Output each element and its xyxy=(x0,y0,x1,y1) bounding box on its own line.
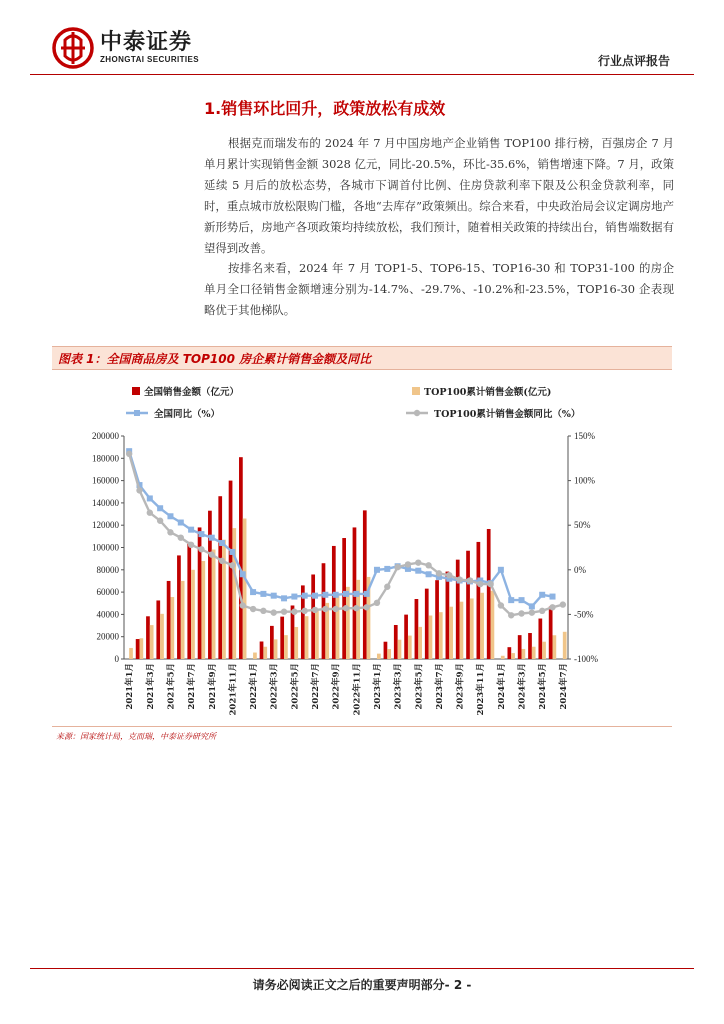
point-national-yoy xyxy=(322,592,328,598)
y-left-tick-label: 0 xyxy=(114,654,119,664)
bar-top100-sales xyxy=(522,649,526,659)
body-paragraph-2: 按排名来看，2024 年 7 月 TOP1-5、TOP6-15、TOP16-30 和 TOP31-100 的房企单月全口径销售金额增速分别为-14.7%、-29.7%、-10.2%和-23.5%，TOP16-30 企表现略优于其他梯队。 xyxy=(204,261,674,317)
point-national-yoy xyxy=(291,594,297,600)
bar-national-sales xyxy=(487,529,491,659)
point-national-yoy xyxy=(384,566,390,572)
bar-national-sales xyxy=(311,574,315,659)
point-national-yoy xyxy=(374,567,380,573)
point-top100-yoy xyxy=(529,609,535,615)
bar-national-sales xyxy=(507,647,511,659)
point-top100-yoy xyxy=(291,609,297,615)
point-national-yoy xyxy=(426,571,432,577)
bar-national-sales xyxy=(229,481,233,659)
bar-national-sales xyxy=(239,457,243,659)
bar-top100-sales xyxy=(212,550,216,659)
bar-top100-sales xyxy=(387,649,391,659)
x-tick-label: 2021年11月 xyxy=(228,663,239,716)
bar-top100-sales xyxy=(377,654,381,659)
point-top100-yoy xyxy=(240,602,246,608)
x-tick-label: 2021年3月 xyxy=(145,663,156,710)
point-top100-yoy xyxy=(477,581,483,587)
bar-top100-sales xyxy=(532,647,536,659)
y-left-tick-label: 60000 xyxy=(96,587,119,598)
point-top100-yoy xyxy=(456,576,462,582)
footer xyxy=(0,976,724,993)
bar-national-sales xyxy=(280,617,284,659)
x-tick-label: 2022年11月 xyxy=(352,663,363,716)
bar-top100-sales xyxy=(501,656,505,659)
bar-national-sales xyxy=(363,510,367,659)
x-tick-label: 2024年5月 xyxy=(538,663,549,710)
x-tick-label: 2021年9月 xyxy=(207,663,218,710)
bar-top100-sales xyxy=(284,635,288,659)
bar-national-sales xyxy=(218,496,222,659)
point-national-yoy xyxy=(529,603,535,609)
bar-national-sales xyxy=(187,542,191,659)
bar-top100-sales xyxy=(243,519,247,659)
point-top100-yoy xyxy=(250,606,256,612)
point-top100-yoy xyxy=(188,542,194,548)
bar-national-sales xyxy=(415,599,419,659)
bar-national-sales xyxy=(208,511,212,659)
bar-national-sales xyxy=(456,560,460,659)
bar-top100-sales xyxy=(460,602,464,659)
point-national-yoy xyxy=(250,589,256,595)
bar-national-sales xyxy=(435,580,439,659)
y-right-tick-label: -100% xyxy=(574,654,598,664)
point-national-yoy xyxy=(240,571,246,577)
y-left-tick-label: 200000 xyxy=(92,431,119,441)
bar-top100-sales xyxy=(191,570,195,659)
point-national-yoy xyxy=(209,535,215,541)
x-tick-label: 2023年11月 xyxy=(476,663,487,716)
bar-top100-sales xyxy=(418,627,422,659)
legend-label: 全国同比（%） xyxy=(154,409,221,420)
y-left-tick-label: 120000 xyxy=(92,520,119,531)
bar-national-sales xyxy=(167,581,171,659)
section-title: 1.销售环比回升，政策放松有成效 xyxy=(204,99,446,118)
figure-source: 来源：国家统计局，克而瑞，中泰证券研究所 xyxy=(56,732,216,741)
bar-top100-sales xyxy=(181,581,185,659)
point-top100-yoy xyxy=(157,518,163,524)
bar-top100-sales xyxy=(429,616,433,659)
bar-national-sales xyxy=(342,538,346,659)
point-top100-yoy xyxy=(301,608,307,614)
bar-top100-sales xyxy=(315,610,319,659)
point-top100-yoy xyxy=(219,558,225,564)
point-national-yoy xyxy=(498,567,504,573)
legend-label: TOP100累计销售金额同比（%） xyxy=(434,409,581,420)
legend-label: 全国销售金额（亿元） xyxy=(144,387,240,398)
point-national-yoy xyxy=(188,527,194,533)
bar-national-sales xyxy=(518,635,522,659)
footer-divider xyxy=(30,968,694,969)
point-top100-yoy xyxy=(322,606,328,612)
footer-disclaimer: 请务必阅读正文之后的重要声明部分 xyxy=(252,978,445,992)
point-national-yoy xyxy=(219,540,225,546)
point-top100-yoy xyxy=(436,570,442,576)
point-national-yoy xyxy=(178,520,184,526)
x-tick-label: 2023年9月 xyxy=(455,663,466,710)
bar-top100-sales xyxy=(274,639,278,659)
y-left-tick-label: 100000 xyxy=(92,542,119,553)
bar-national-sales xyxy=(528,633,532,659)
x-tick-label: 2023年7月 xyxy=(434,663,445,710)
page-number: - 2 - xyxy=(444,978,472,992)
point-top100-yoy xyxy=(312,607,318,613)
point-top100-yoy xyxy=(281,609,287,615)
y-left-tick-label: 20000 xyxy=(96,631,119,642)
point-top100-yoy xyxy=(487,581,493,587)
bar-top100-sales xyxy=(336,594,340,659)
point-top100-yoy xyxy=(178,534,184,540)
y-left-tick-label: 80000 xyxy=(96,564,119,575)
bar-top100-sales xyxy=(263,647,267,659)
bar-national-sales xyxy=(425,589,429,659)
point-national-yoy xyxy=(539,592,545,598)
company-name-en: ZHONGTAI SECURITIES xyxy=(100,55,200,64)
x-tick-label: 2022年9月 xyxy=(331,663,342,710)
point-top100-yoy xyxy=(271,609,277,615)
bar-national-sales xyxy=(466,551,470,659)
point-top100-yoy xyxy=(167,529,173,535)
bar-national-sales xyxy=(146,616,150,659)
point-national-yoy xyxy=(147,495,153,501)
bar-top100-sales xyxy=(201,561,205,659)
legend-swatch-marker xyxy=(414,410,420,416)
y-right-tick-label: 0% xyxy=(574,564,586,575)
point-national-yoy xyxy=(198,531,204,537)
bar-national-sales xyxy=(156,600,160,659)
bar-top100-sales xyxy=(408,636,412,659)
company-logo xyxy=(52,27,199,69)
bar-top100-sales xyxy=(398,640,402,659)
point-top100-yoy xyxy=(467,577,473,583)
point-top100-yoy xyxy=(374,600,380,606)
legend-swatch-marker xyxy=(134,410,140,416)
x-tick-label: 2022年1月 xyxy=(249,663,260,710)
x-tick-label: 2024年7月 xyxy=(558,663,569,710)
point-national-yoy xyxy=(550,594,556,600)
bar-national-sales xyxy=(538,619,542,659)
bar-top100-sales xyxy=(170,597,174,659)
bar-top100-sales xyxy=(160,614,164,659)
x-tick-label: 2021年1月 xyxy=(125,663,136,710)
bar-top100-sales xyxy=(253,653,257,659)
point-top100-yoy xyxy=(260,608,266,614)
bar-top100-sales xyxy=(449,607,453,659)
bar-top100-sales xyxy=(232,528,236,659)
bar-national-sales xyxy=(270,626,274,659)
bar-top100-sales xyxy=(150,625,154,659)
point-top100-yoy xyxy=(209,551,215,557)
x-tick-label: 2022年3月 xyxy=(269,663,280,710)
point-top100-yoy xyxy=(198,546,204,552)
bar-top100-sales xyxy=(542,642,546,659)
point-national-yoy xyxy=(271,593,277,599)
bar-national-sales xyxy=(549,607,553,659)
y-left-tick-label: 180000 xyxy=(92,453,119,464)
bar-top100-sales xyxy=(553,635,557,659)
point-national-yoy xyxy=(508,597,514,603)
report-type: 行业点评报告 xyxy=(597,54,670,68)
bar-national-sales xyxy=(446,572,450,659)
legend-swatch xyxy=(412,387,420,395)
bar-top100-sales xyxy=(294,627,298,659)
bar-top100-sales xyxy=(346,587,350,659)
point-top100-yoy xyxy=(508,612,514,618)
point-top100-yoy xyxy=(353,605,359,611)
x-tick-label: 2022年5月 xyxy=(290,663,301,710)
point-top100-yoy xyxy=(549,604,555,610)
point-national-yoy xyxy=(312,593,318,599)
point-national-yoy xyxy=(415,568,421,574)
point-top100-yoy xyxy=(446,572,452,578)
point-top100-yoy xyxy=(126,451,132,457)
point-national-yoy xyxy=(167,513,173,519)
y-right-tick-label: 100% xyxy=(574,475,595,486)
bar-top100-sales xyxy=(129,648,133,659)
company-name-cn: 中泰证券 xyxy=(100,30,193,55)
point-national-yoy xyxy=(343,591,349,597)
y-right-tick-label: -50% xyxy=(574,609,594,620)
point-national-yoy xyxy=(302,593,308,599)
legend-label: TOP100累计销售金额(亿元) xyxy=(424,387,552,398)
bar-national-sales xyxy=(260,641,264,659)
point-national-yoy xyxy=(333,592,339,598)
bar-top100-sales xyxy=(511,653,515,659)
point-top100-yoy xyxy=(136,487,142,493)
x-tick-label: 2023年5月 xyxy=(414,663,425,710)
bar-top100-sales xyxy=(470,598,474,659)
sales-chart xyxy=(52,370,672,722)
bar-national-sales xyxy=(477,542,481,659)
legend-swatch xyxy=(132,387,140,395)
point-top100-yoy xyxy=(539,608,545,614)
figure-title: 图表 1：全国商品房及 TOP100 房企累计销售金额及同比 xyxy=(58,352,372,366)
point-national-yoy xyxy=(353,591,359,597)
bar-top100-sales xyxy=(439,612,443,659)
point-top100-yoy xyxy=(332,606,338,612)
bar-top100-sales xyxy=(563,632,567,659)
point-top100-yoy xyxy=(405,561,411,567)
y-right-tick-label: 50% xyxy=(574,520,591,531)
x-tick-label: 2022年7月 xyxy=(311,663,322,710)
y-left-tick-label: 40000 xyxy=(96,609,119,620)
figure-title-bar xyxy=(52,346,672,370)
bar-national-sales xyxy=(384,642,388,659)
point-top100-yoy xyxy=(498,602,504,608)
x-tick-label: 2024年3月 xyxy=(517,663,528,710)
x-tick-label: 2024年1月 xyxy=(496,663,507,710)
bar-top100-sales xyxy=(222,540,226,659)
x-tick-label: 2021年7月 xyxy=(187,663,198,710)
figure-divider xyxy=(52,726,672,727)
point-national-yoy xyxy=(519,597,525,603)
y-left-tick-label: 160000 xyxy=(92,475,119,486)
header-divider xyxy=(30,74,694,75)
point-top100-yoy xyxy=(425,562,431,568)
point-top100-yoy xyxy=(415,559,421,565)
bar-top100-sales xyxy=(305,616,309,659)
bar-national-sales xyxy=(394,625,398,659)
bar-top100-sales xyxy=(491,591,495,659)
point-national-yoy xyxy=(260,591,266,597)
point-top100-yoy xyxy=(560,601,566,607)
point-top100-yoy xyxy=(363,604,369,610)
bar-top100-sales xyxy=(139,638,143,659)
y-left-tick-label: 140000 xyxy=(92,497,119,508)
x-tick-label: 2021年5月 xyxy=(166,663,177,710)
point-national-yoy xyxy=(364,591,370,597)
body-paragraph-1: 根据克而瑞发布的 2024 年 7 月中国房地产企业销售 TOP100 排行榜，百强房企 7 月单月累计实现销售金额 3028 亿元，同比-20.5%，环比-35.6%，销售增速下降。7 月，政策延续 5 月后的放松态势，各城市下调首付比例、住房贷款利率下限及公积金贷款利率，同时，重点城市放松限购门槛，各地“去库存”政策频出。综合来看，中央政治局会议定调房地产新形势后，房地产各项政策均持续放松，我们预计，随着相关政策的持续出台，销售端数据有望得到改善。 xyxy=(204,136,674,255)
point-top100-yoy xyxy=(343,605,349,611)
bar-national-sales xyxy=(177,555,181,659)
company-logo-icon xyxy=(52,27,94,69)
bar-national-sales xyxy=(332,546,336,659)
point-national-yoy xyxy=(281,595,287,601)
point-top100-yoy xyxy=(384,584,390,590)
bar-national-sales xyxy=(404,615,408,659)
x-tick-label: 2023年3月 xyxy=(393,663,404,710)
bar-national-sales xyxy=(136,639,140,659)
point-top100-yoy xyxy=(229,562,235,568)
x-tick-label: 2023年1月 xyxy=(372,663,383,710)
y-right-tick-label: 150% xyxy=(574,431,595,441)
point-top100-yoy xyxy=(518,610,524,616)
point-national-yoy xyxy=(229,549,235,555)
point-national-yoy xyxy=(157,505,163,511)
point-top100-yoy xyxy=(147,510,153,516)
point-top100-yoy xyxy=(394,564,400,570)
bar-top100-sales xyxy=(480,593,484,659)
